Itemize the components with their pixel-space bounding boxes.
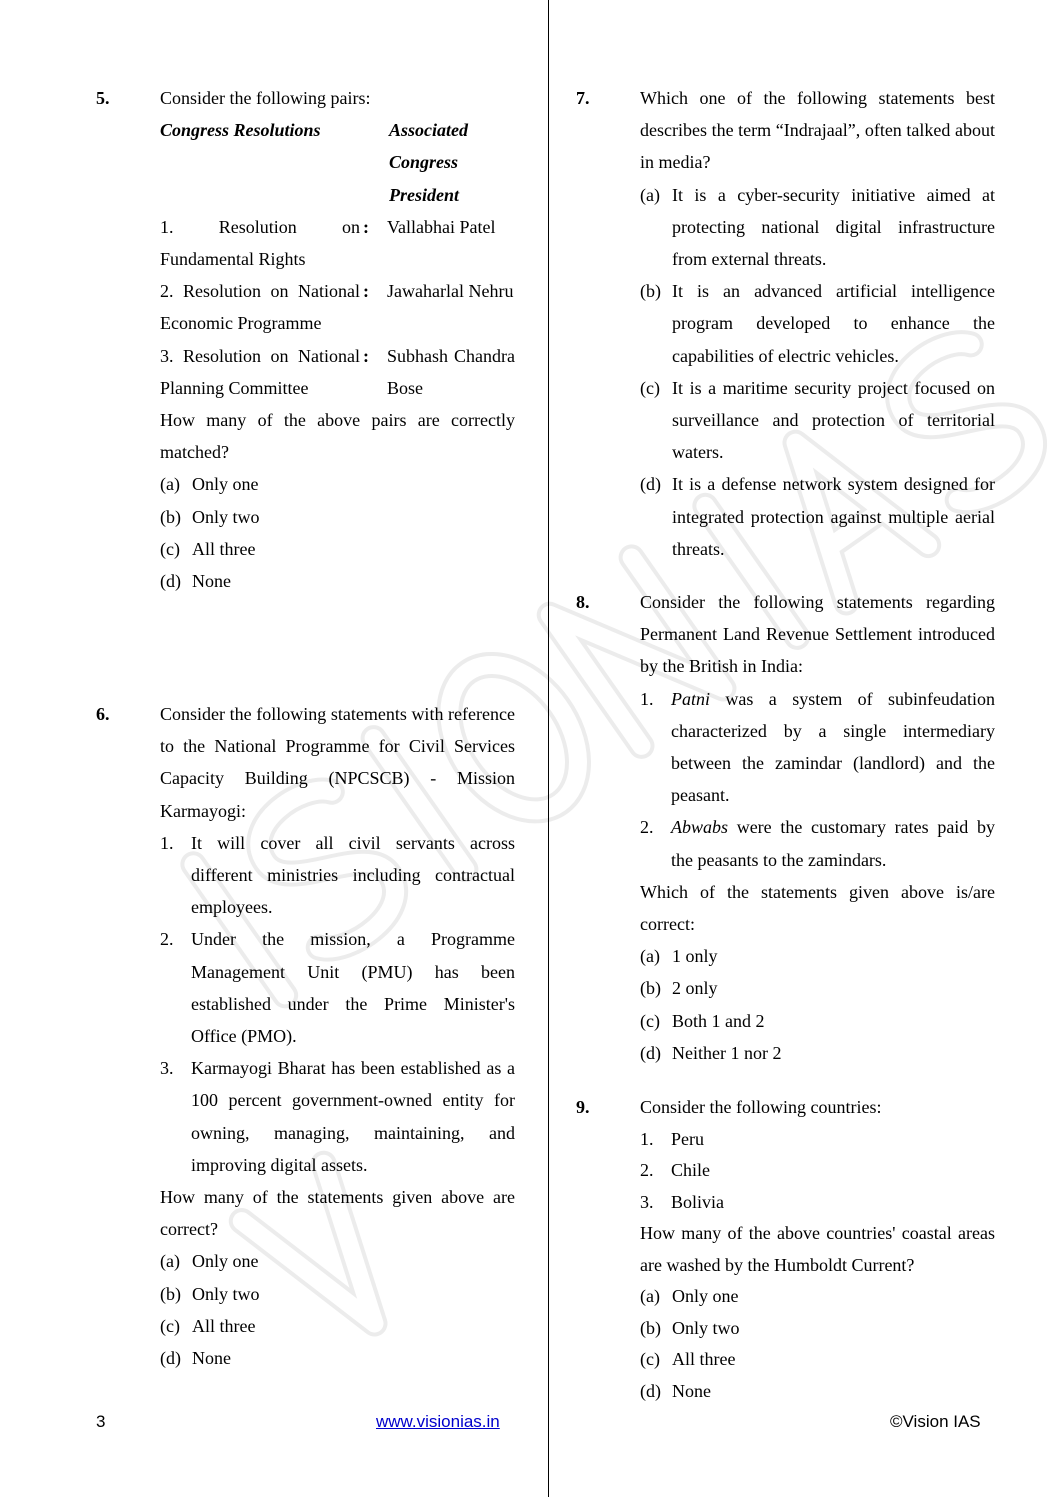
country-1 bbox=[640, 1124, 995, 1156]
statement-text: Karmayogi Bharat has been established as a 100 percent government-owned entity for owning, managing, maintaining, and improving digital assets. bbox=[191, 1058, 515, 1175]
option-label: (b) bbox=[640, 978, 661, 999]
option-label: (d) bbox=[640, 1042, 661, 1063]
option-a[interactable] bbox=[160, 468, 515, 500]
option-label: (c) bbox=[160, 538, 180, 559]
statement-number: 1. bbox=[640, 688, 654, 709]
option-text: Only one bbox=[672, 1286, 739, 1306]
statement-3 bbox=[160, 1052, 515, 1181]
option-d[interactable] bbox=[160, 565, 515, 597]
question-number: 7. bbox=[576, 88, 590, 108]
item-number: 2. bbox=[640, 1160, 654, 1180]
table-header: Congress Resolutions bbox=[160, 120, 321, 141]
question-number: 8. bbox=[576, 592, 590, 612]
item-text: Chile bbox=[671, 1160, 710, 1180]
statement-number: 1. bbox=[160, 832, 174, 853]
option-c[interactable] bbox=[640, 372, 995, 469]
statement-term: Abwabs bbox=[671, 817, 729, 838]
option-label: (d) bbox=[640, 474, 661, 495]
option-label: (b) bbox=[160, 1283, 181, 1304]
statement-1 bbox=[640, 683, 995, 812]
option-text: Only two bbox=[192, 1283, 260, 1304]
option-b[interactable] bbox=[640, 1313, 995, 1345]
question-7 bbox=[576, 82, 1016, 565]
question-prompt: How many of the above countries' coastal areas are washed by the Humboldt Current? bbox=[640, 1223, 995, 1275]
item-number: 3. bbox=[640, 1191, 654, 1212]
option-text: 1 only bbox=[672, 946, 718, 967]
table-header: Associated Congress President bbox=[389, 120, 468, 205]
option-label: (a) bbox=[640, 946, 660, 967]
option-text: All three bbox=[672, 1349, 736, 1369]
table-cell: 1. Resolution on Fundamental Rights bbox=[160, 216, 360, 270]
statement-number: 2. bbox=[640, 817, 654, 838]
option-label: (d) bbox=[160, 571, 181, 592]
question-9 bbox=[576, 1092, 1016, 1407]
copyright: ©Vision IAS bbox=[890, 1412, 981, 1431]
table-separator: : bbox=[363, 216, 369, 237]
option-label: (c) bbox=[640, 1349, 660, 1369]
option-b[interactable] bbox=[640, 972, 995, 1004]
option-c[interactable] bbox=[160, 533, 515, 565]
table-cell: 2. Resolution on National Economic Programme bbox=[160, 281, 360, 334]
statement-text: It will cover all civil servants across different ministries including contractual employees. bbox=[191, 832, 515, 918]
option-label: (a) bbox=[160, 1251, 180, 1272]
option-text: All three bbox=[192, 1315, 256, 1336]
option-c[interactable] bbox=[640, 1005, 995, 1037]
option-text: It is a maritime security project focused on surveillance and protection of territorial waters. bbox=[672, 377, 995, 463]
option-text: Only one bbox=[192, 1251, 259, 1272]
option-text: Only two bbox=[672, 1317, 740, 1338]
question-prompt: Which of the statements given above is/are correct: bbox=[640, 881, 995, 935]
table-cell: 3. Resolution on National Planning Committee bbox=[160, 345, 360, 398]
statement-text: Under the mission, a Programme Management Unit (PMU) has been established under the Prime Minister's Office (PMO). bbox=[191, 929, 515, 1047]
option-d[interactable] bbox=[640, 1376, 995, 1408]
table-cell: Subhash Chandra Bose bbox=[387, 345, 515, 398]
question-8 bbox=[576, 586, 1016, 1069]
option-text: It is an advanced artificial intelligence program developed to enhance the capabilities of electric vehicles. bbox=[672, 281, 995, 366]
website-link[interactable]: www.visionias.in bbox=[376, 1412, 500, 1431]
option-text: Neither 1 nor 2 bbox=[672, 1042, 782, 1063]
option-b[interactable] bbox=[160, 501, 515, 533]
option-a[interactable] bbox=[640, 1281, 995, 1313]
question-prompt: How many of the above pairs are correctly matched? bbox=[160, 410, 515, 463]
option-text: It is a defense network system designed for integrated protection against multiple aerial threats. bbox=[672, 474, 995, 559]
option-a[interactable] bbox=[640, 179, 995, 276]
option-label: (c) bbox=[640, 1010, 660, 1031]
country-2 bbox=[640, 1155, 995, 1187]
option-label: (a) bbox=[640, 184, 660, 205]
item-text: Peru bbox=[671, 1128, 704, 1149]
statement-number: 2. bbox=[160, 929, 174, 950]
table-separator: : bbox=[363, 281, 369, 302]
question-intro: Consider the following countries: bbox=[640, 1097, 882, 1117]
option-text: Only two bbox=[192, 506, 260, 527]
option-label: (a) bbox=[640, 1286, 660, 1306]
item-text: Bolivia bbox=[671, 1191, 724, 1212]
item-number: 1. bbox=[640, 1128, 654, 1149]
statement-text: were the customary rates paid by the peasants to the zamindars. bbox=[671, 817, 995, 870]
country-3 bbox=[640, 1187, 995, 1219]
question-prompt: How many of the statements given above are correct? bbox=[160, 1187, 515, 1240]
table-cell: Vallabhai Patel bbox=[387, 216, 496, 237]
option-label: (d) bbox=[160, 1348, 181, 1369]
option-a[interactable] bbox=[160, 1245, 515, 1277]
question-5 bbox=[96, 82, 536, 597]
option-label: (b) bbox=[160, 506, 181, 527]
match-table bbox=[160, 114, 515, 404]
option-a[interactable] bbox=[640, 940, 995, 972]
option-c[interactable] bbox=[640, 1344, 995, 1376]
option-text: 2 only bbox=[672, 978, 718, 999]
option-c[interactable] bbox=[160, 1310, 515, 1342]
option-label: (d) bbox=[640, 1380, 661, 1401]
question-number: 5. bbox=[96, 88, 110, 108]
question-number: 9. bbox=[576, 1097, 590, 1117]
statement-2 bbox=[640, 811, 995, 875]
option-label: (c) bbox=[160, 1315, 180, 1336]
statement-2 bbox=[160, 923, 515, 1052]
statement-number: 3. bbox=[160, 1058, 174, 1079]
option-label: (a) bbox=[160, 474, 180, 495]
option-text: None bbox=[672, 1380, 711, 1401]
statement-term: Patni bbox=[671, 688, 710, 709]
page-number: 3 bbox=[96, 1412, 106, 1431]
question-intro: Consider the following statements with reference to the National Programme for Civil Services Capacity Building (NPCSCB) - Mission Karmayogi: bbox=[160, 704, 515, 821]
option-text: None bbox=[192, 1348, 231, 1369]
option-text: All three bbox=[192, 538, 256, 559]
option-d[interactable] bbox=[640, 468, 995, 565]
option-b[interactable] bbox=[640, 275, 995, 372]
question-6 bbox=[96, 698, 536, 1374]
option-d[interactable] bbox=[640, 1037, 995, 1069]
option-text: It is a cyber-security initiative aimed at protecting national digital infrastructure from external threats. bbox=[672, 184, 995, 270]
question-intro: Consider the following pairs: bbox=[160, 88, 371, 108]
column-divider bbox=[548, 0, 549, 1497]
option-label: (b) bbox=[640, 1317, 661, 1338]
question-intro: Consider the following statements regarding Permanent Land Revenue Settlement introduced by the British in India: bbox=[640, 592, 995, 677]
option-b[interactable] bbox=[160, 1278, 515, 1310]
statement-text: was a system of subinfeudation characterized by a single intermediary between the zamindar (landlord) and the peasant. bbox=[671, 688, 995, 806]
option-text: None bbox=[192, 571, 231, 592]
table-cell: Jawaharlal Nehru bbox=[387, 281, 514, 302]
table-separator: : bbox=[363, 345, 369, 366]
option-label: (b) bbox=[640, 281, 661, 302]
option-text: Both 1 and 2 bbox=[672, 1010, 765, 1031]
question-intro: Which one of the following statements best describes the term “Indrajaal”, often talked about in media? bbox=[640, 88, 995, 173]
question-number: 6. bbox=[96, 704, 110, 724]
option-label: (c) bbox=[640, 377, 660, 398]
option-text: Only one bbox=[192, 474, 259, 495]
option-d[interactable] bbox=[160, 1342, 515, 1374]
statement-1 bbox=[160, 827, 515, 924]
